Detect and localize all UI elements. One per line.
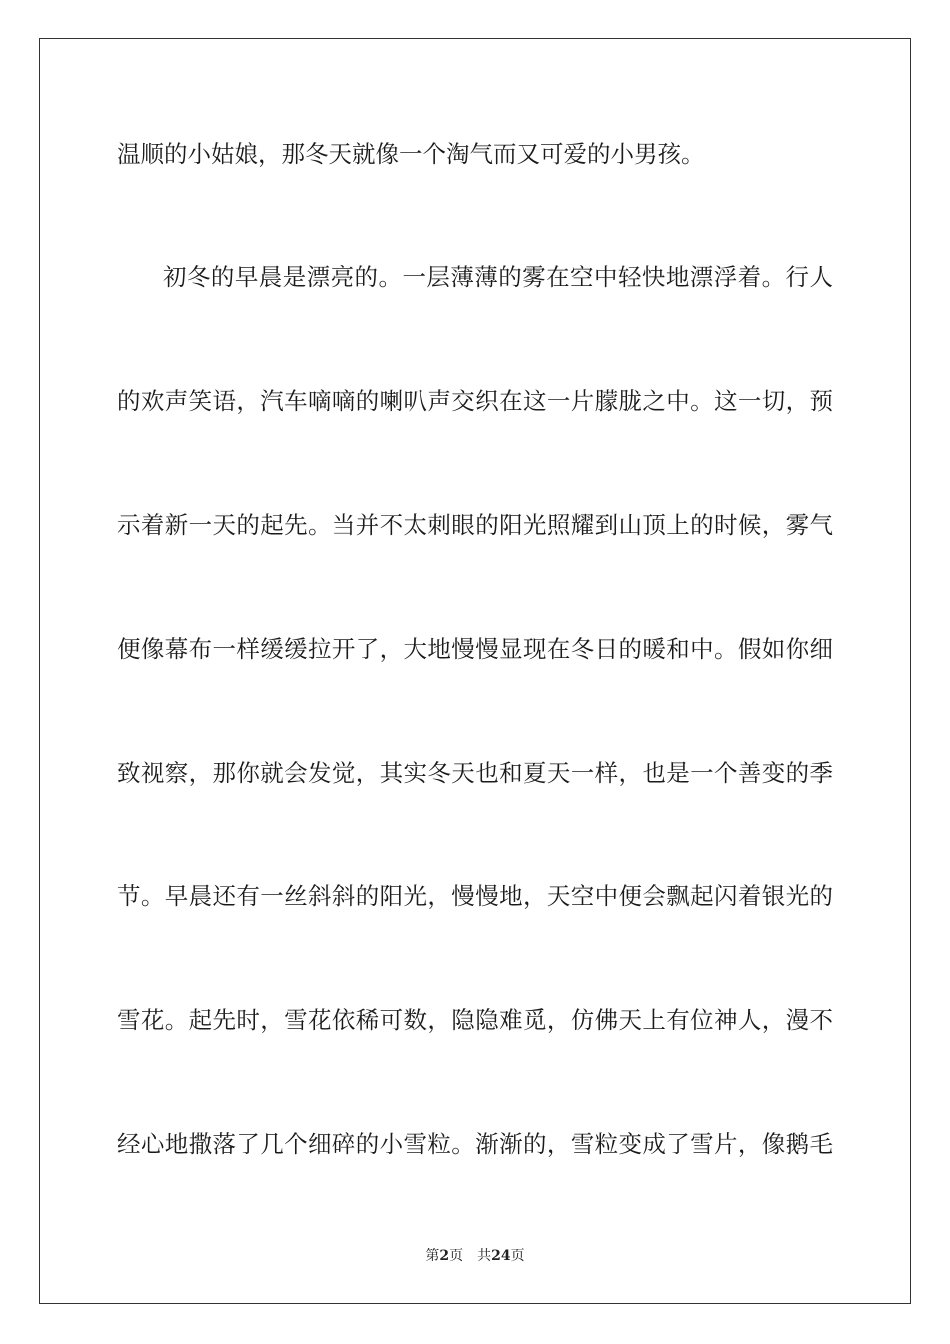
text-line: 的欢声笑语，汽车嘀嘀的喇叭声交织在这一片朦胧之中。这一切，预 <box>117 387 833 415</box>
text-line: 雪花。起先时，雪花依稀可数，隐隐难觅，仿佛天上有位神人，漫不 <box>117 1006 833 1034</box>
footer-total-suffix: 页 <box>510 1248 525 1264</box>
footer-total-prefix: 共 <box>477 1248 492 1264</box>
text-line: 便像幕布一样缓缓拉开了，大地慢慢显现在冬日的暖和中。假如你细 <box>117 635 833 663</box>
footer-page-prefix: 第 <box>425 1248 440 1264</box>
footer-page-number: 2 <box>439 1248 450 1264</box>
footer-total-number: 24 <box>491 1248 511 1264</box>
text-line: 初冬的早晨是漂亮的。一层薄薄的雾在空中轻快地漂浮着。行人 <box>163 263 833 291</box>
text-line: 经心地撒落了几个细碎的小雪粒。渐渐的，雪粒变成了雪片，像鹅毛 <box>117 1130 833 1158</box>
text-line: 节。早晨还有一丝斜斜的阳光，慢慢地，天空中便会飘起闪着银光的 <box>117 882 833 910</box>
text-line: 致视察，那你就会发觉，其实冬天也和夏天一样，也是一个善变的季 <box>117 759 833 787</box>
page-footer <box>0 1246 950 1266</box>
text-line: 温顺的小姑娘，那冬天就像一个淘气而又可爱的小男孩。 <box>117 140 705 168</box>
footer-page-suffix: 页 <box>449 1248 464 1264</box>
page-border <box>39 38 911 1304</box>
text-line: 示着新一天的起先。当并不太刺眼的阳光照耀到山顶上的时候，雾气 <box>117 511 833 539</box>
